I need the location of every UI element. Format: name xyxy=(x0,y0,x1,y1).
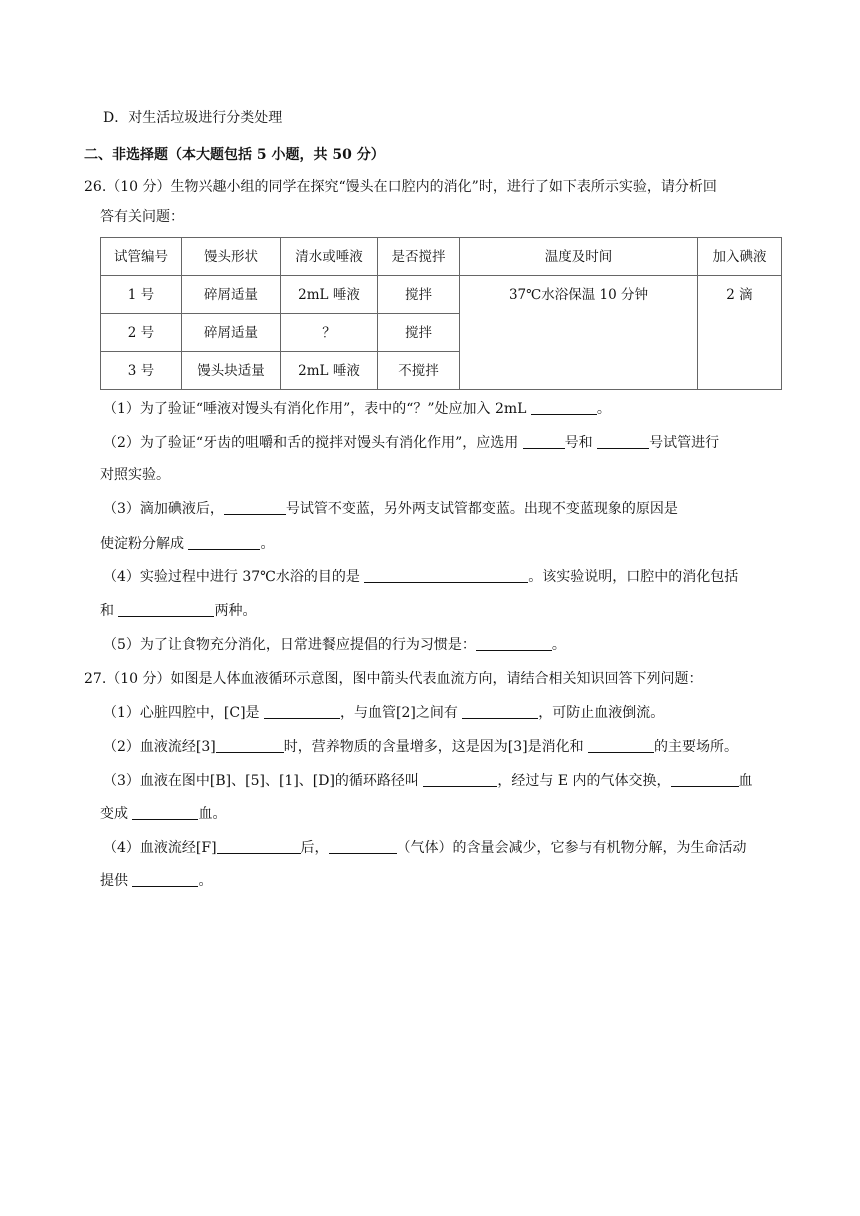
answer-blank[interactable] xyxy=(188,534,260,550)
experiment-table xyxy=(100,237,782,390)
q26-sub2-line2: 对照实验。 xyxy=(100,467,170,483)
q26-sub3-line1: （3）滴加碘液后， 号试管不变蓝，另外两支试管都变蓝。出现不变蓝现象的原因是 xyxy=(103,501,678,517)
table-cell: 碎屑适量 xyxy=(182,314,281,352)
answer-blank[interactable] xyxy=(132,871,198,887)
answer-blank[interactable] xyxy=(671,771,739,787)
answer-blank[interactable] xyxy=(476,635,552,651)
q26-sub4-line1: （4）实验过程中进行 37℃水浴的目的是 。该实验说明，口腔中的消化包括 xyxy=(103,569,739,585)
q26-sub4-line2: 和 两种。 xyxy=(100,603,257,619)
answer-blank[interactable] xyxy=(224,499,286,515)
table-cell: ？ xyxy=(281,314,378,352)
answer-blank[interactable] xyxy=(364,567,528,583)
q27-sub3-line1: （3）血液在图中[B]、[5]、[1]、[D]的循环路径叫 ，经过与 E 内的气体交换， 血 xyxy=(103,773,753,789)
table-header-cell: 清水或唾液 xyxy=(281,238,378,276)
section-heading: 二、非选择题（本大题包括 5 小题，共 50 分） xyxy=(84,147,385,163)
q27-stem: 27.（10 分）如图是人体血液循环示意图，图中箭头代表血流方向，请结合相关知识回答下列问题： xyxy=(84,671,703,687)
table-header-cell: 加入碘液 xyxy=(698,238,782,276)
table-cell: 2mL 唾液 xyxy=(281,276,378,314)
table-cell: 搅拌 xyxy=(378,314,460,352)
answer-blank[interactable] xyxy=(523,433,565,449)
iodine-cell: 2 滴 xyxy=(698,276,782,390)
q26-stem-line2: 答有关问题： xyxy=(100,209,184,225)
table-cell: 3 号 xyxy=(101,352,182,390)
answer-blank[interactable] xyxy=(423,771,497,787)
table-header-cell: 馒头形状 xyxy=(182,238,281,276)
table-header-cell: 试管编号 xyxy=(101,238,182,276)
answer-blank[interactable] xyxy=(588,737,654,753)
q26-sub3-line2: 使淀粉分解成 。 xyxy=(100,536,275,552)
table-cell: 碎屑适量 xyxy=(182,276,281,314)
table-cell: 1 号 xyxy=(101,276,182,314)
q26-sub1: （1）为了验证“唾液对馒头有消化作用”，表中的“？”处应加入 2mL 。 xyxy=(103,401,611,417)
answer-blank[interactable] xyxy=(217,838,301,854)
table-row xyxy=(101,276,782,314)
table-cell: 不搅拌 xyxy=(378,352,460,390)
temperature-time-cell: 37℃水浴保温 10 分钟 xyxy=(460,276,698,390)
table-header-cell: 温度及时间 xyxy=(460,238,698,276)
table-cell: 搅拌 xyxy=(378,276,460,314)
q27-sub1: （1）心脏四腔中，[C]是 ，与血管[2]之间有 ，可防止血液倒流。 xyxy=(103,705,665,721)
q27-sub3-line2: 变成 血。 xyxy=(100,806,227,822)
table-header-cell: 是否搅拌 xyxy=(378,238,460,276)
answer-blank[interactable] xyxy=(216,737,284,753)
answer-blank[interactable] xyxy=(329,838,397,854)
answer-blank[interactable] xyxy=(462,703,538,719)
q27-sub4-line1: （4）血液流经[F] 后， （气体）的含量会减少，它参与有机物分解，为生命活动 xyxy=(103,840,747,856)
q25-option-d: D．对生活垃圾进行分类处理 xyxy=(103,110,283,126)
table-cell: 2 号 xyxy=(101,314,182,352)
answer-blank[interactable] xyxy=(132,804,198,820)
table-cell: 2mL 唾液 xyxy=(281,352,378,390)
q26-sub2-line1: （2）为了验证“牙齿的咀嚼和舌的搅拌对馒头有消化作用”，应选用 号和 号试管进行 xyxy=(103,435,720,451)
q27-sub4-line2: 提供 。 xyxy=(100,873,213,889)
answer-blank[interactable] xyxy=(118,601,214,617)
table-header-row xyxy=(101,238,782,276)
answer-blank[interactable] xyxy=(597,433,649,449)
q27-sub2: （2）血液流经[3] 时，营养物质的含量增多，这是因为[3]是消化和 的主要场所。 xyxy=(103,739,739,755)
answer-blank[interactable] xyxy=(264,703,340,719)
q26-stem-line1: 26.（10 分）生物兴趣小组的同学在探究“馒头在口腔内的消化”时，进行了如下表所示实验，请分析回 xyxy=(84,179,717,195)
table-cell: 馒头块适量 xyxy=(182,352,281,390)
answer-blank[interactable] xyxy=(531,399,597,415)
q26-sub5: （5）为了让食物充分消化，日常进餐应提倡的行为习惯是： 。 xyxy=(103,637,566,653)
